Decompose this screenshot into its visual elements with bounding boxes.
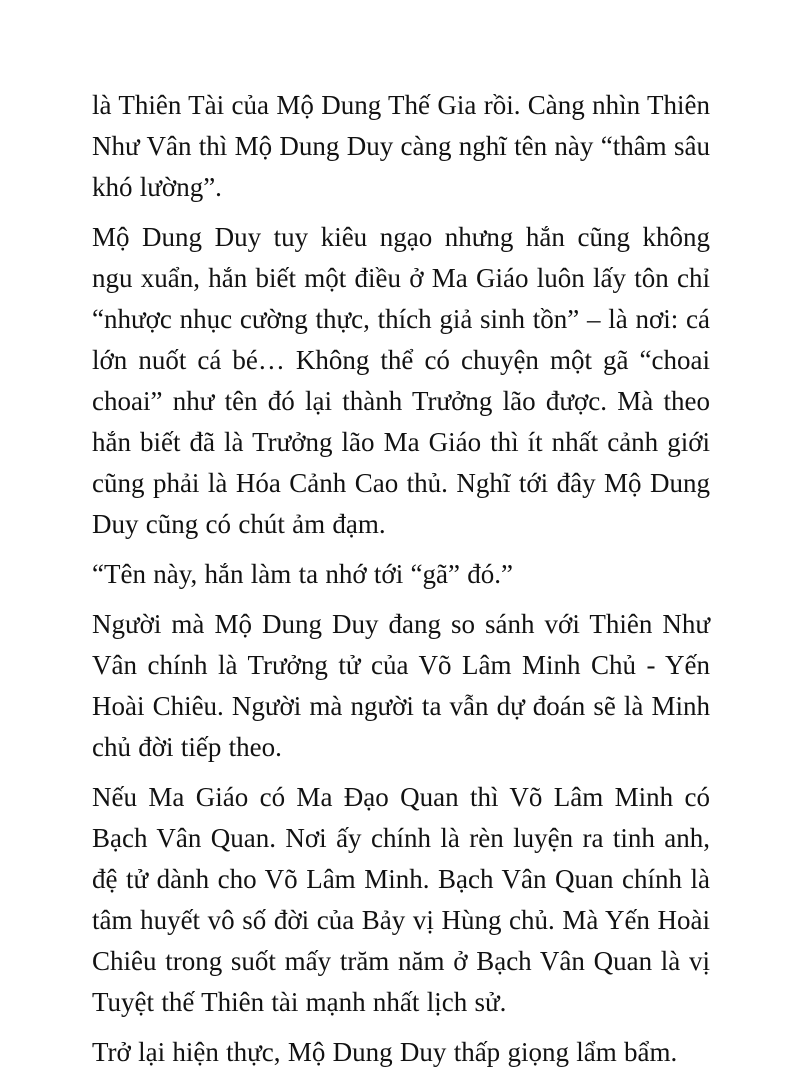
paragraph: Người mà Mộ Dung Duy đang so sánh với Thiên Như Vân chính là Trưởng tử của Võ Lâm Minh Chủ - Yến Hoài Chiêu. Người mà người ta vẫn dự đoán sẽ là Minh chủ đời tiếp theo. — [92, 609, 710, 762]
paragraph: Nếu Ma Giáo có Ma Đạo Quan thì Võ Lâm Minh có Bạch Vân Quan. Nơi ấy chính là rèn luyện ra tinh anh, đệ tử dành cho Võ Lâm Minh. Bạch Vân Quan chính là tâm huyết vô số đời của Bảy vị Hùng chủ. Mà Yến Hoài Chiêu trong suốt mấy trăm năm ở Bạch Vân Quan là vị Tuyệt thế Thiên tài mạnh nhất lịch sử. — [92, 782, 710, 1017]
paragraph: là Thiên Tài của Mộ Dung Thế Gia rồi. Càng nhìn Thiên Như Vân thì Mộ Dung Duy càng nghĩ tên này “thâm sâu khó lường”. — [92, 90, 710, 202]
paragraph: Trở lại hiện thực, Mộ Dung Duy thấp giọng lẩm bẩm. — [92, 1037, 678, 1067]
paragraph: Mộ Dung Duy tuy kiêu ngạo nhưng hắn cũng không ngu xuẩn, hắn biết một điều ở Ma Giáo luôn lấy tôn chỉ “nhược nhục cường thực, thích giả sinh tồn” – là nơi: cá lớn nuốt cá bé… Không thể có chuyện một gã “choai choai” như tên đó lại thành Trưởng lão được. Mà theo hắn biết đã là Trưởng lão Ma Giáo thì ít nhất cảnh giới cũng phải là Hóa Cảnh Cao thủ. Nghĩ tới đây Mộ Dung Duy cũng có chút ảm đạm. — [92, 222, 710, 539]
paragraph-dialogue: “Tên này, hắn làm ta nhớ tới “gã” đó.” — [92, 559, 513, 589]
